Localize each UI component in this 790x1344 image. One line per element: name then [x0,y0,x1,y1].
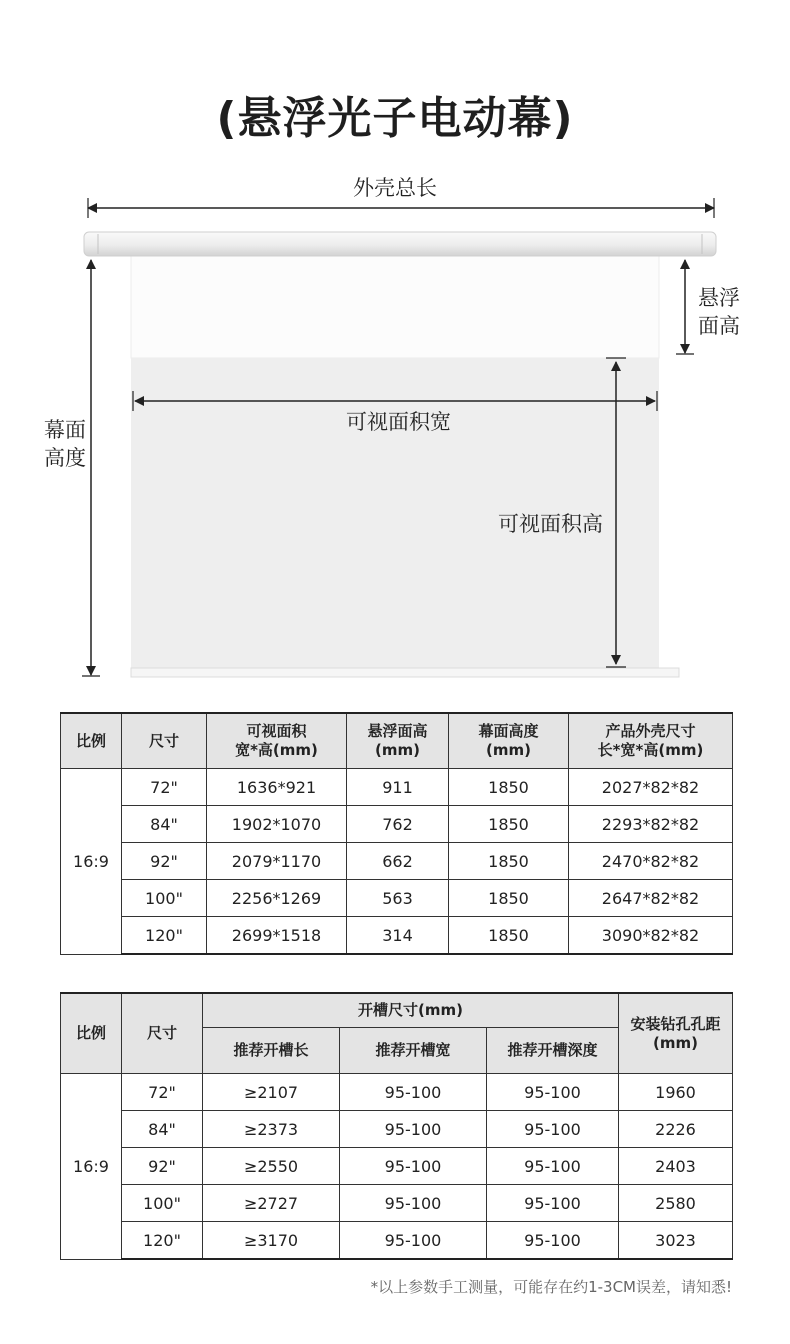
table-cell: 2226 [619,1111,733,1148]
header-casing-size [569,713,733,769]
table-cell: ≥2550 [203,1148,340,1185]
table-cell: 1850 [449,917,569,955]
table-cell: 2580 [619,1185,733,1222]
table-cell: 95-100 [340,1148,487,1185]
table-cell: 92" [122,843,207,880]
page-title: (悬浮光子电动幕) [216,93,574,144]
table-cell: 95-100 [340,1074,487,1111]
table-cell: 911 [347,769,449,806]
table-cell: 1850 [449,769,569,806]
table-cell: 2699*1518 [207,917,347,955]
table-cell: 72" [122,1074,203,1111]
table-row [61,1222,733,1260]
table-row [61,1074,733,1111]
header-size: 尺寸 [122,993,203,1074]
table-cell: 72" [122,769,207,806]
table-cell: 3090*82*82 [569,917,733,955]
table-row [61,769,733,806]
table-cell: 762 [347,806,449,843]
header-casing-size-text: 产品外壳尺寸 长*宽*高(mm) [597,722,704,759]
header-size: 尺寸 [122,713,207,769]
table-cell: 2470*82*82 [569,843,733,880]
header-float-height-text: 悬浮面高 (mm) [367,722,428,759]
table-cell: 120" [122,1222,203,1260]
table-cell: 2293*82*82 [569,806,733,843]
header-screen-height-text: 幕面高度 (mm) [478,722,539,759]
header-drill-distance-text: 安装钻孔孔距 (mm) [630,1014,721,1052]
table-cell: 95-100 [340,1185,487,1222]
table-cell: 100" [122,880,207,917]
table-cell: 2403 [619,1148,733,1185]
header-slot-width: 推荐开槽宽 [340,1028,487,1074]
table-cell: ≥3170 [203,1222,340,1260]
table-cell: ≥2727 [203,1185,340,1222]
size-spec-table [60,712,733,955]
table-cell: 1960 [619,1074,733,1111]
table-cell: ≥2107 [203,1074,340,1111]
table-cell: 2647*82*82 [569,880,733,917]
table-cell: 100" [122,1185,203,1222]
screen-height-label-line2: 高度 [44,446,86,470]
table-cell: 314 [347,917,449,955]
table-cell: 92" [122,1148,203,1185]
table-row [61,880,733,917]
table-cell: 662 [347,843,449,880]
table-cell: 84" [122,1111,203,1148]
slot-spec-table [60,992,733,1260]
header-screen-height [449,713,569,769]
table-cell: ≥2373 [203,1111,340,1148]
table-cell: 95-100 [487,1148,619,1185]
screen-bottom-bar [131,668,679,677]
table-cell: 1850 [449,880,569,917]
table-cell: 2256*1269 [207,880,347,917]
table-cell: 1902*1070 [207,806,347,843]
table-row [61,917,733,955]
header-ratio: 比例 [61,993,122,1074]
header-slot-size: 开槽尺寸(mm) [203,993,619,1028]
table-row [61,1111,733,1148]
screen-height-label-line1: 幕面 [44,418,86,442]
table-cell: 120" [122,917,207,955]
total-length-label: 外壳总长 [353,176,437,200]
table-row [61,843,733,880]
header-visible-area-text: 可视面积 宽*高(mm) [235,722,318,759]
screen-float-area [131,256,659,358]
table-cell: 2079*1170 [207,843,347,880]
table-cell: 84" [122,806,207,843]
visible-height-label: 可视面积高 [498,512,603,536]
header-drill-distance [619,993,733,1074]
table-cell: 95-100 [487,1222,619,1260]
table-cell: 95-100 [487,1074,619,1111]
header-ratio: 比例 [61,713,122,769]
table-row [61,1148,733,1185]
table-row [61,806,733,843]
float-height-label-line1: 悬浮 [698,286,740,310]
ratio-cell: 16:9 [61,1074,122,1260]
header-float-height [347,713,449,769]
table-cell: 3023 [619,1222,733,1260]
header-slot-depth: 推荐开槽深度 [487,1028,619,1074]
ratio-cell: 16:9 [61,769,122,955]
table-cell: 1850 [449,843,569,880]
visible-width-label: 可视面积宽 [346,410,451,434]
table-row [61,1185,733,1222]
header-visible-area [207,713,347,769]
table-cell: 95-100 [487,1111,619,1148]
float-height-label-line2: 面高 [698,314,740,338]
footnote: *以上参数手工测量，可能存在约1-3CM误差，请知悉! [370,1278,732,1296]
header-slot-length: 推荐开槽长 [203,1028,340,1074]
screen-dimension-diagram [0,160,790,690]
table-cell: 563 [347,880,449,917]
table-cell: 1636*921 [207,769,347,806]
table-cell: 95-100 [340,1222,487,1260]
screen-casing [84,232,716,256]
table-cell: 2027*82*82 [569,769,733,806]
table-cell: 95-100 [487,1185,619,1222]
table-cell: 1850 [449,806,569,843]
table-cell: 95-100 [340,1111,487,1148]
